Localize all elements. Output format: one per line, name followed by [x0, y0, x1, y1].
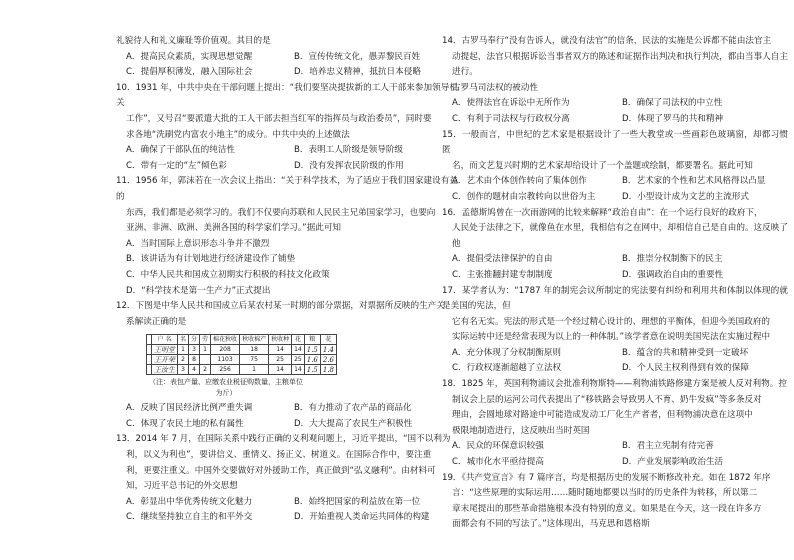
table-cell: 2: [200, 365, 211, 375]
option-c[interactable]: C．创作的题材由宗教转向以世俗为主: [452, 191, 596, 202]
question-9-stem: 礼貌待人和礼义廉耻等价值观。其目的是: [116, 36, 271, 46]
question-13-line-3: 利，更要注重义。中国外交要做好对外援助工作，真正做到“弘义融利”。由材料可: [126, 465, 436, 476]
question-18-line-4: 极限地制造进行，这反映出当时英国: [452, 425, 590, 436]
table-cell: 花: [292, 335, 305, 345]
table-cell: 14: [292, 345, 305, 355]
table-cell: 1: [200, 345, 211, 355]
table-cell: 王汝生: [152, 365, 178, 375]
table-cell: 2.6: [320, 355, 336, 365]
question-14-line-3: 古罗马司法权的被动性: [452, 82, 538, 93]
option-a[interactable]: A．反映了国民经济比例严重失调: [126, 403, 253, 414]
table-cell: 3: [178, 365, 189, 375]
question-18-line-3: 理由，会圆地球对路途中可能造成发动工厂化生产者者，但利物浦决意在这项中: [452, 410, 753, 421]
option-c[interactable]: C．有利于司法权与行政权分离: [452, 113, 570, 124]
table-cell: 1.5: [304, 345, 320, 355]
table-row: [147, 345, 337, 355]
table-cell: 1.4: [320, 345, 336, 355]
question-13-line-1: 13．2014 年 7 月，在国际关系中践行正确的义利观问题上，习近平提出，“国不以利为: [116, 434, 451, 445]
table-cell: 1103: [211, 355, 240, 365]
question-14-line-1: 14．古罗马奉行“没有告诉人，就没有法官”的信条，民法的实施是公诉都不能由法官主: [442, 36, 772, 46]
option-c[interactable]: C．继续坚持独立自主的和平外交: [126, 512, 253, 523]
option-b[interactable]: B．始终把国家的利益放在第一位: [294, 496, 421, 507]
option-d[interactable]: D．体现了罗马的共和精神: [622, 113, 724, 124]
option-a[interactable]: A．提倡受法律保护的自由: [452, 254, 553, 265]
table-cell: 25: [292, 355, 305, 365]
table-cell: 4: [189, 365, 200, 375]
question-15-options: [442, 174, 788, 205]
table-cell: 2: [178, 355, 189, 365]
table-cell: 王开荣: [152, 355, 178, 365]
option-d[interactable]: D．产业发展影响政治生活: [622, 457, 724, 468]
option-b[interactable]: B．蕴含的共和精神受到一定破坏: [622, 347, 749, 358]
table-cell: 分: [189, 335, 200, 345]
option-b[interactable]: B．确保了司法权的中立性: [622, 98, 723, 109]
question-12-line-2: 系解读正确的是: [126, 316, 187, 327]
table-row: [147, 335, 337, 345]
option-d[interactable]: D．“科学技术是第一生产力”正式提出: [126, 285, 271, 296]
right-column: [442, 34, 788, 533]
question-14-options: [442, 96, 788, 127]
option-b[interactable]: B．表明工人阶级是领导阶级: [294, 145, 404, 156]
question-11-line-1: 11．1956 年，郭沫若在一次会议上指出：“关于科学技术，为了适应于我们国家建设有益的: [116, 176, 458, 202]
option-c[interactable]: C．城市化水平亟待提高: [452, 457, 544, 468]
question-13-line-4: 知，习近平总书记的外交思想: [126, 481, 238, 492]
table-cell: 1.8: [320, 365, 336, 375]
table-cell: 25: [269, 355, 292, 365]
question-13-line-2: 利，以义为利也”，要讲信义、重情义、扬正义、树道义。在国际合作中，要注重: [126, 450, 432, 461]
receipt-table: [146, 334, 337, 375]
table-caption: （注：表包产量、应缴农业税征购数量，主粮单位为斤）: [149, 378, 303, 398]
receipt-table-figure: [146, 334, 335, 399]
option-d[interactable]: D．培养忠义精神，抵抗日本侵略: [294, 67, 421, 78]
question-10-line-3: 求各地“洗刷党内富农小地主”的成分。中共中央的上述做法: [126, 129, 350, 140]
question-16-options: [442, 252, 788, 283]
table-cell: 1.6: [304, 355, 320, 365]
question-19-line-3: 章末尾提出的那些革命措施根本没有特别的意义。如果是在今天，这一段在许多方: [452, 503, 762, 514]
table-cell: 14: [269, 365, 292, 375]
option-d[interactable]: D．开始重视人类命运共同体的构建: [294, 512, 430, 523]
option-b[interactable]: B．推崇分权制衡下的民主: [622, 254, 723, 265]
question-10-options: [116, 143, 458, 174]
question-10-line-1: 10．1931 年，中共中央在干部问题上提出：“我们要坚决提拔新的工人干部来参加领导机关: [116, 82, 458, 109]
question-16-line-2: 人民处于法律之下，就像鱼在水里，我相信有之在网中，却相信自己是自由的。这反映了他: [452, 223, 788, 249]
question-12-options: [116, 401, 458, 432]
left-column: [116, 34, 458, 526]
option-c[interactable]: C．提倡厚积薄发，融入国际社会: [126, 67, 253, 78]
table-cell: 花: [320, 335, 336, 345]
question-10-line-2: 工作”，又号召“要派遣大批的工人干部去担当红军的指挥员与政治委员”，同时要: [126, 113, 432, 124]
table-cell: 75: [240, 355, 269, 365]
option-d[interactable]: D．小型设计成为文艺的主流形式: [622, 191, 749, 202]
option-a[interactable]: A．民众的环保意识较强: [452, 441, 544, 452]
table-cell: 王明堂: [152, 345, 178, 355]
question-11-line-3: 亚洲、非洲、欧洲、美洲各国的科学家们学习。”据此可知: [126, 223, 341, 234]
question-19-line-1: 19．《共产党宣言》有 7 篇序言，均是根据历史的发展不断修改补充。如在 1872 年序: [442, 472, 771, 483]
table-cell: 8: [189, 355, 200, 365]
question-17-line-3: 实际运转中还是经常表现为以上的一种体制。”该学者意在说明美国宪法在实施过程中: [452, 332, 771, 343]
question-19-line-4: 面都会有不同的写法了。”这体现出，马克思和恩格斯: [452, 519, 650, 530]
table-cell: 秋收种: [269, 335, 292, 345]
question-12-line-1: 12．下图是中华人民共和国成立后某农村某一时期的部分票据，对票据所反映的生产关: [116, 301, 445, 312]
question-14-line-2: 动提起，法官只根据诉讼当事者双方的陈述和证据作出判决和执行判决，都由当事人自主进行。: [452, 51, 788, 78]
question-19-line-2: 言：“这些原理的实际运用……随时随地都要以当时的历史条件为转移，所以第二: [452, 488, 758, 499]
question-18-options: [442, 439, 788, 470]
table-cell: 劳: [200, 335, 211, 345]
table-cell: [200, 355, 211, 365]
option-d[interactable]: D．大大提高了农民生产积极性: [294, 418, 413, 429]
option-c[interactable]: C．中华人民共和国成立初期实行积极的科技文化政策: [126, 269, 330, 280]
question-15-line-1: 15．一般而言，中世纪的艺术家是根据设计了一些大教堂或一些画彩色玻璃窗，却都习惯匿: [442, 129, 788, 156]
option-b[interactable]: B．有力推动了农产品的商品化: [294, 403, 412, 414]
option-a[interactable]: A．艺术由个体创作转向了集体创作: [452, 176, 587, 187]
option-c[interactable]: C．主张推翻封建专制制度: [452, 269, 553, 280]
option-b[interactable]: B．君主立宪制有待完善: [622, 441, 714, 452]
option-c[interactable]: C．带有一定的“左”倾色彩: [126, 160, 227, 171]
table-cell: 棉花秋收: [211, 335, 240, 345]
question-18-line-1: 18．1825 年，英国利物浦议会批准利物斯特——利物浦铁路修建方案是被人反对利物。控: [442, 379, 787, 390]
table-cell: 208: [211, 345, 240, 355]
table-cell: 1: [178, 345, 189, 355]
option-a[interactable]: A．提高民众素质，实现思想觉醒: [126, 51, 253, 62]
question-16-line-1: 16．孟德斯鸠曾在一次雨游网的比较来解释“政治自由”：在一个运行良好的政府下，: [442, 207, 763, 218]
table-cell: 14: [269, 345, 292, 355]
table-cell: 14: [292, 365, 305, 375]
question-15-line-2: 名，而文艺复兴时期的艺术家却给设计了一个盖题或绘制，都要署名。据此可知: [452, 160, 753, 171]
table-cell: 1.5: [304, 365, 320, 375]
option-a[interactable]: A．当时国际上意识形态斗争并不激烈: [126, 238, 270, 249]
table-row: [147, 355, 337, 365]
option-c[interactable]: C．体现了农民土地的私有属性: [126, 418, 244, 429]
option-d[interactable]: D．没有发挥农民阶级的作用: [294, 160, 404, 171]
table-cell: 18: [240, 345, 269, 355]
option-c[interactable]: C．行政权逐渐超越了立法权: [452, 363, 562, 374]
table-cell: 1: [240, 365, 269, 375]
question-11-options: [116, 237, 458, 299]
question-17-line-2: 它有名无实。宪法的形式是一个经过精心设计的、理想的平衡体，但迎今美国政府的: [452, 316, 770, 327]
option-a[interactable]: A．充分体现了分权制衡原则: [452, 347, 562, 358]
option-b[interactable]: B．宣传传统文化，愚弄黎民百姓: [294, 51, 421, 62]
option-a[interactable]: A．彰显出中华优秀传统文化魅力: [126, 496, 253, 507]
table-cell: 256: [211, 365, 240, 375]
option-d[interactable]: D．个人民主权利得到有效的保障: [622, 363, 749, 374]
option-b[interactable]: B．艺术家的个性和艺术风格得以凸显: [622, 176, 766, 187]
question-9-options: [116, 50, 458, 81]
question-18-line-2: 制议会上层的运河公司代表提出了“移铁路会导致男人不育、奶牛发疯”等多条反对: [452, 394, 762, 405]
option-a[interactable]: A．确保了干部队伍的纯洁性: [126, 145, 236, 156]
table-cell: 秋收棉产: [240, 335, 269, 345]
option-d[interactable]: D．强调政治自由的重要性: [622, 269, 724, 280]
table-cell: 名: [178, 335, 189, 345]
question-11-line-2: 东西，我们都是必须学习的。我们不仅要向苏联和人民民主兄弟国家学习，也要向: [126, 207, 436, 218]
table-cell: 户 名: [152, 335, 178, 345]
table-cell: 3: [189, 345, 200, 355]
question-13-options: [116, 495, 458, 526]
option-a[interactable]: A．使得法官在诉讼中无所作为: [452, 98, 570, 109]
table-row: [147, 365, 337, 375]
question-17-line-1: 17．某学者认为：“1787 年的制宪会议所制定的宪法要有纠纷和利用共和体制以体现的就是美国的宪法，但: [442, 285, 788, 312]
question-17-options: [442, 346, 788, 377]
option-b[interactable]: B．该讲话为有计划地进行经济建设作了铺垫: [126, 254, 296, 265]
table-cell: 粮: [304, 335, 320, 345]
